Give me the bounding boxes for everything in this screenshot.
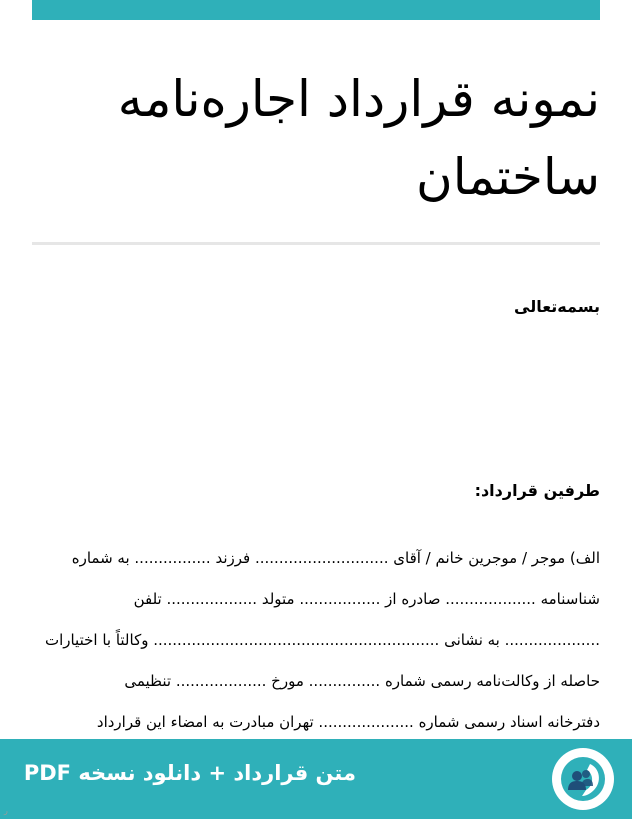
parties-heading: طرفین قرارداد: — [474, 481, 600, 500]
top-accent-bar — [32, 0, 600, 20]
download-pdf-link[interactable]: متن قرارداد + دانلود نسخه PDF — [23, 761, 356, 785]
contract-line: دفترخانه اسناد رسمی شماره .................... تهران مبادرت به امضاء این قرارداد — [96, 713, 600, 731]
contract-line: شناسنامه ................... صادره از ................. متولد ................... تلفن — [133, 590, 600, 608]
page-title: نمونه قرارداد اجاره‌نامه ساختمان — [117, 70, 600, 206]
basmala-heading: بسمه‌تعالی — [514, 297, 600, 316]
contract-line: الف) موجر / موجرین خانم / آقای ............................ فرزند ................ به شماره — [71, 549, 600, 567]
contract-line: حاصله از وکالت‌نامه رسمی شماره ............... مورخ ................... تنظیمی — [124, 672, 600, 690]
corner-mark: ر — [4, 806, 8, 815]
users-icon — [560, 756, 606, 802]
contract-line: .................... به نشانی ............................................................ وکالتاً با اختیارات — [44, 631, 600, 649]
title-divider — [32, 242, 600, 245]
contract-body — [32, 538, 600, 743]
footer-banner[interactable] — [0, 739, 632, 819]
site-logo[interactable] — [552, 748, 614, 810]
